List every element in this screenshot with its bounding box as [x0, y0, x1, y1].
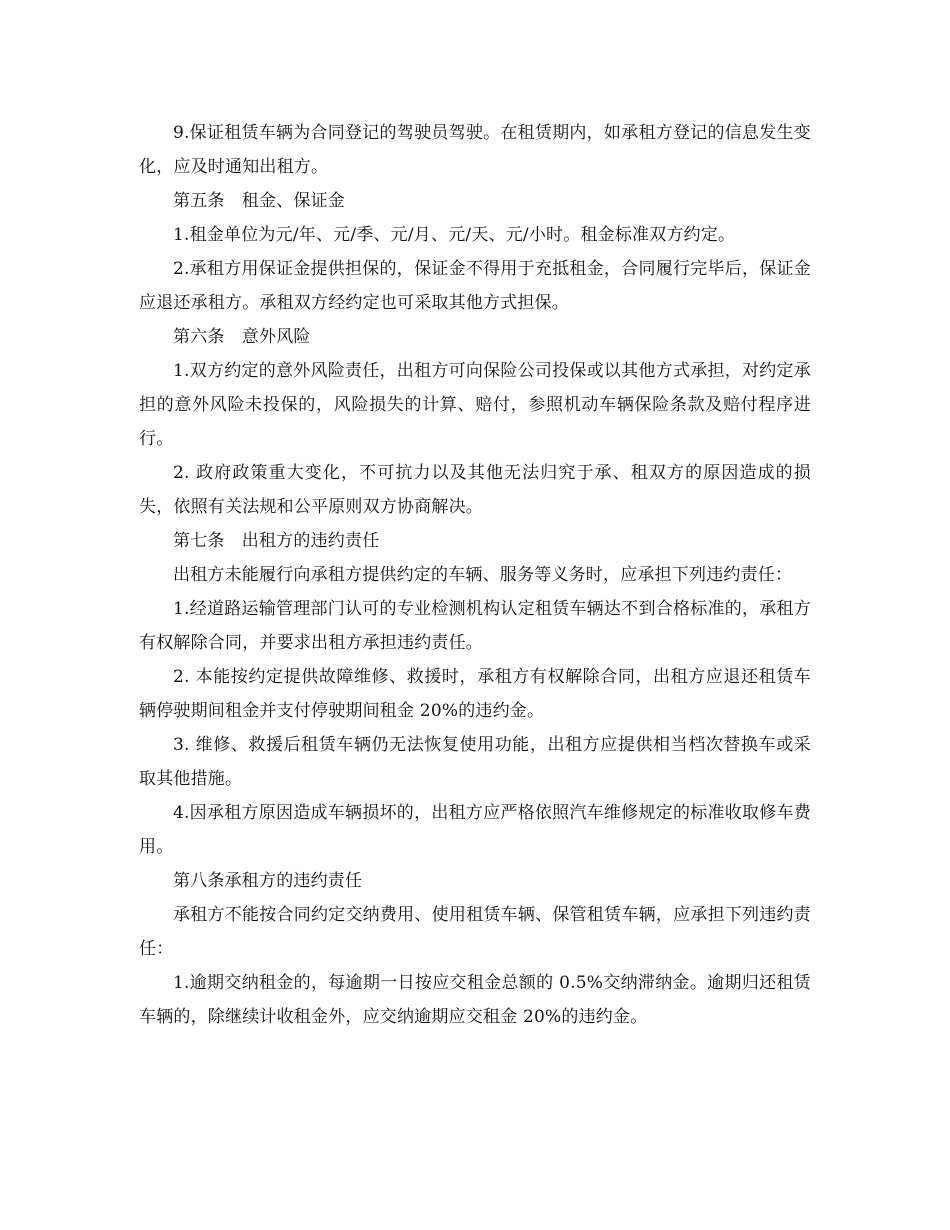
paragraph-lessor-liability-2: 2. 本能按约定提供故障维修、救援时，承租方有权解除合同，出租方应退还租赁车辆停驶期间租金并支付停驶期间租金 20%的违约金。 [139, 667, 811, 721]
paragraph-clause-9: 9.保证租赁车辆为合同登记的驾驶员驾驶。在租赁期内，如承租方登记的信息发生变化，应及时通知出租方。 [139, 123, 811, 177]
paragraph-lessee-liability-intro: 承租方不能按合同约定交纳费用、使用租赁车辆、保管租赁车辆，应承担下列违约责任： [139, 905, 811, 959]
paragraph-rent-unit: 1.租金单位为元/年、元/季、元/月、元/天、元/小时。租金标准双方约定。 [173, 225, 736, 245]
paragraph-policy-change: 2. 政府政策重大变化，不可抗力以及其他无法归究于承、租双方的原因造成的损失，依照有关法规和公平原则双方协商解决。 [139, 463, 811, 517]
heading-article-5: 第五条 租金、保证金 [173, 191, 345, 211]
paragraph-deposit: 2.承租方用保证金提供担保的，保证金不得用于充抵租金，合同履行完毕后，保证金应退还承租方。承租双方经约定也可采取其他方式担保。 [139, 259, 811, 313]
paragraph-lessor-liability-1: 1.经道路运输管理部门认可的专业检测机构认定租赁车辆达不到合格标准的，承租方有权解除合同，并要求出租方承担违约责任。 [139, 599, 811, 653]
paragraph-accident-risk: 1.双方约定的意外风险责任，出租方可向保险公司投保或以其他方式承担，对约定承担的意外风险未投保的，风险损失的计算、赔付，参照机动车辆保险条款及赔付程序进行。 [139, 361, 811, 449]
paragraph-lessor-liability-intro: 出租方未能履行向承租方提供约定的车辆、服务等义务时，应承担下列违约责任： [173, 565, 793, 585]
document-body [139, 116, 811, 1034]
heading-article-7: 第七条 出租方的违约责任 [173, 531, 380, 551]
paragraph-lessor-liability-4: 4.因承租方原因造成车辆损坏的，出租方应严格依照汽车维修规定的标准收取修车费用。 [139, 803, 811, 857]
paragraph-lessor-liability-3: 3. 维修、救援后租赁车辆仍无法恢复使用功能，出租方应提供相当档次替换车或采取其他措施。 [139, 735, 811, 789]
paragraph-lessee-liability-1: 1.逾期交纳租金的，每逾期一日按应交租金总额的 0.5%交纳滞纳金。逾期归还租赁车辆的，除继续计收租金外，应交纳逾期应交租金 20%的违约金。 [139, 973, 811, 1027]
heading-article-8: 第八条承租方的违约责任 [173, 871, 363, 891]
heading-article-6: 第六条 意外风险 [173, 327, 311, 347]
